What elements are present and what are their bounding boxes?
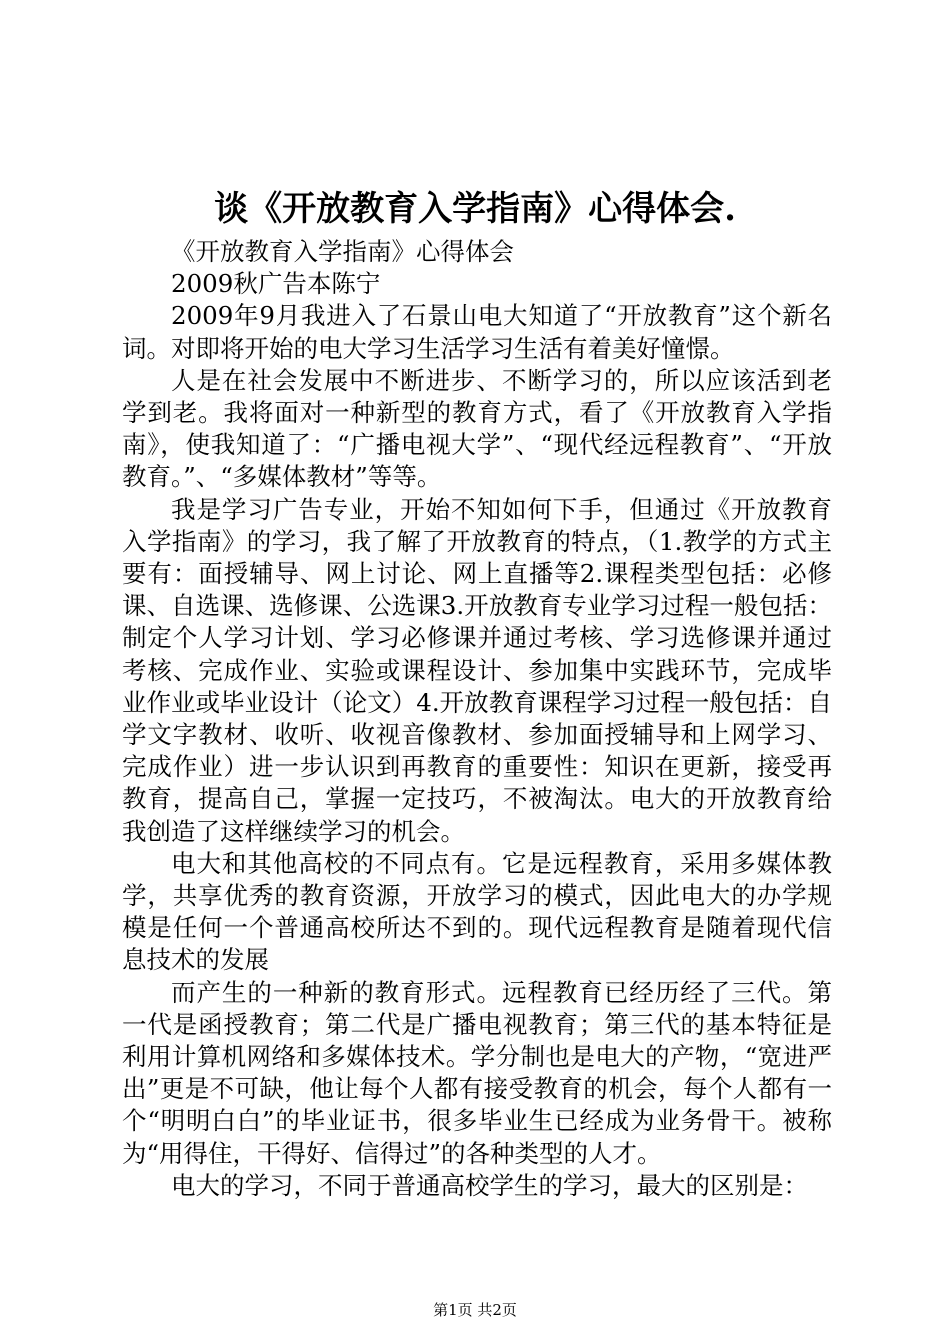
body-paragraph: 我是学习广告专业，开始不知如何下手，但通过《开放教育入学指南》的学习，我了解了开放教育的特点，（1.教学的方式主要有：面授辅导、网上讨论、网上直播等2.课程类型包括：必修课、自选课、选修课、公选课3.开放教育专业学习过程一般包括：制定个人学习计划、学习必修课并通过考核、学习选修课并通过考核、完成作业、实验或课程设计、参加集中实践环节，完成毕业作业或毕业设计（论文）4.开放教育课程学习过程一般包括：自学文字教材、收听、收视音像教材、参加面授辅导和上网学习、完成作业）进一步认识到再教育的重要性：知识在更新，接受再教育，提高自己，掌握一定技巧，不被淘汰。电大的开放教育给我创造了这样继续学习的机会。 — [122, 494, 832, 846]
author-line: 2009秋广告本陈宁 — [171, 269, 381, 299]
document-body — [122, 236, 832, 1202]
body-paragraph: 2009年9月我进入了石景山电大知道了“开放教育”这个新名词。对即将开始的电大学习生活学习生活有着美好憧憬。 — [122, 301, 832, 363]
subtitle-line: 《开放教育入学指南》心得体会 — [171, 237, 514, 266]
body-paragraph: 电大和其他高校的不同点有。它是远程教育，采用多媒体教学，共享优秀的教育资源，开放学习的模式，因此电大的办学规模是任何一个普通高校所达不到的。现代远程教育是随着现代信息技术的发展 — [122, 848, 832, 975]
body-paragraph: 人是在社会发展中不断进步、不断学习的，所以应该活到老学到老。我将面对一种新型的教育方式，看了《开放教育入学指南》，使我知道了：“广播电视大学”、“现代经远程教育”、“开放教育。”、“多媒体教材”等等。 — [122, 365, 832, 492]
body-paragraph: 电大的学习，不同于普通高校学生的学习，最大的区别是： — [171, 1170, 808, 1200]
page-number-footer: 第1页 共2页 — [433, 1301, 517, 1319]
body-paragraph: 而产生的一种新的教育形式。远程教育已经历经了三代。第一代是函授教育；第二代是广播电视教育；第三代的基本特征是利用计算机网络和多媒体技术。学分制也是电大的产物，“宽进严出”更是不可缺，他让每个人都有接受教育的机会，每个人都有一个“明明白白”的毕业证书，很多毕业生已经成为业务骨干。被称为“用得住，干得好、信得过”的各种类型的人才。 — [122, 977, 832, 1168]
document-title: 谈《开放教育入学指南》心得体会. — [214, 189, 736, 229]
